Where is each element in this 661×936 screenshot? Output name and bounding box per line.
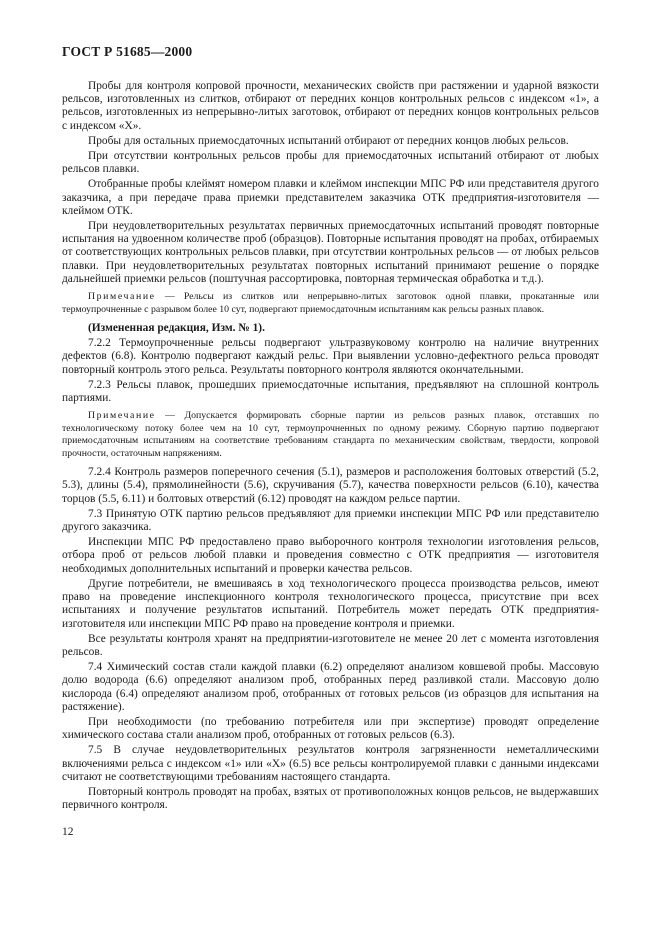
body-paragraph: При неудовлетворительных результатах первичных приемосдаточных испытаний проводят повторные испытания на удвоенном количестве проб (образцов). Повторные испытания проводят на пробах, отбираемых от соответствующих контрольных рельсов плавки, при отсутствии контрольных рельсов — от любых рельсов плавки. При неудовлетворительных результатах повторных испытаний принимают решение о порядке дальнейшей приемки рельсов (поштучная рассортировка, повторная термическая обработка и т.д.). <box>62 220 599 285</box>
note-paragraph <box>62 410 599 460</box>
body-paragraph: 7.4 Химический состав стали каждой плавки (6.2) определяют анализом ковшевой пробы. Массовую долю водорода (6.6) определяют анализом проб, отобранных перед разливкой стали. Массовую долю кислорода (6.4) определяют анализом проб, отобранных от готовых рельсов (из образцов для испытания на растяжение). <box>62 661 599 713</box>
body-paragraph: Пробы для остальных приемосдаточных испытаний отбирают от передних концов любых рельсов. <box>88 134 569 147</box>
body-paragraph: При необходимости (по требованию потребителя или при экспертизе) проводят определение химического состава стали анализом проб, отобранных от готовых рельсов (6.3). <box>62 715 599 742</box>
body-paragraph: Отобранные пробы клеймят номером плавки и клеймом инспекции МПС РФ или представителя другого заказчика, а при передаче права приемки представителем заказчика ОТК предприятия-изготовителя — клеймом ОТК. <box>62 178 599 217</box>
note-label: Примечание <box>88 410 156 422</box>
note-paragraph <box>62 291 599 316</box>
page-number: 12 <box>62 826 74 838</box>
body-paragraph: 7.5 В случае неудовлетворительных результатов контроля загрязненности неметаллическими включениями рельса с индексом «1» или «Х» (6.5) все рельсы контролируемой плавки с данными индексами считают не соответствующими требованиям настоящего стандарта. <box>62 744 599 783</box>
body-paragraph: Инспекции МПС РФ предоставлено право выборочного контроля технологии изготовления рельсов, отбора проб от рельсов любой плавки и проведения совместно с ОТК предприятия — изготовителя необходимых дополнительных испытаний и проверки качества рельсов. <box>62 536 599 575</box>
body-paragraph: 7.2.2 Термоупрочненные рельсы подвергают ультразвуковому контролю на наличие внутренних дефектов (6.8). Контролю подвергают каждый рельс. При выявлении условно-дефектного рельса проводят повторный контроль этого рельса. Результаты повторного контроля являются окончательными. <box>62 337 599 376</box>
body-paragraph: Все результаты контроля хранят на предприятии-изготовителе не менее 20 лет с момента изготовления рельсов. <box>62 632 599 658</box>
body-paragraph: 7.3 Принятую ОТК партию рельсов предъявляют для приемки инспекции МПС РФ или представителю другого заказчика. <box>62 507 599 534</box>
note-label: Примечание <box>88 291 156 303</box>
body-paragraph: 7.2.3 Рельсы плавок, прошедших приемосдаточные испытания, предъявляют на сплошной контроль партиями. <box>62 378 599 405</box>
note-text: — Допускается формировать сборные партии из рельсов разных плавок, отставших по технологическому потоку более чем на 10 сут, термоупрочненных по одному режиму. Сборную партию подвергают приемосдаточным испытаниям на соответствие требованиям стандарта по механическим свойствам, твердости, копровой прочности, остаточным напряжениям. <box>62 410 599 459</box>
body-paragraph: Другие потребители, не вмешиваясь в ход технологического процесса производства рельсов, имеют право на проведение инспекционного контроля технологического процесса, присутствие при всех испытаниях и получение результатов испытаний. Потребитель может передать ОТК предприятия-изготовителя или инспекции МПС РФ право на проведение контроля и приемки. <box>62 577 599 630</box>
body-text <box>62 80 599 814</box>
body-paragraph: При отсутствии контрольных рельсов пробы для приемосдаточных испытаний отбирают от любых рельсов плавки. <box>62 150 599 176</box>
body-paragraph: 7.2.4 Контроль размеров поперечного сечения (5.1), размеров и расположения болтовых отверстий (5.2, 5.3), длины (5.4), прямолинейности (5.6), скручивания (5.7), качества поверхности рельсов (6.10), качества торцов (5.5, 6.11) и болтовых отверстий (6.12) проводят на каждом рельсе партии. <box>62 466 599 505</box>
body-paragraph: Пробы для контроля копровой прочности, механических свойств при растяжении и ударной вязкости рельсов, изготовленных из слитков, отбирают от передних концов контрольных рельсов с индексом «1», а рельсов, изготовленных из непрерывно-литых заготовок, отбирают от передних концов контрольных рельсов с индексом «Х». <box>62 80 599 132</box>
body-paragraph: Повторный контроль проводят на пробах, взятых от противоположных концов рельсов, не выдержавших первичного контроля. <box>62 785 599 812</box>
standard-header: ГОСТ Р 51685—2000 <box>62 44 193 59</box>
amendment-note: (Измененная редакция, Изм. № 1). <box>88 322 265 335</box>
note-text: — Рельсы из слитков или непрерывно-литых заготовок одной плавки, прокатанные или термоупрочненные с разрывом более 10 сут, подвергают приемосдаточным испытаниям как рельсы разных плавок. <box>62 291 599 315</box>
